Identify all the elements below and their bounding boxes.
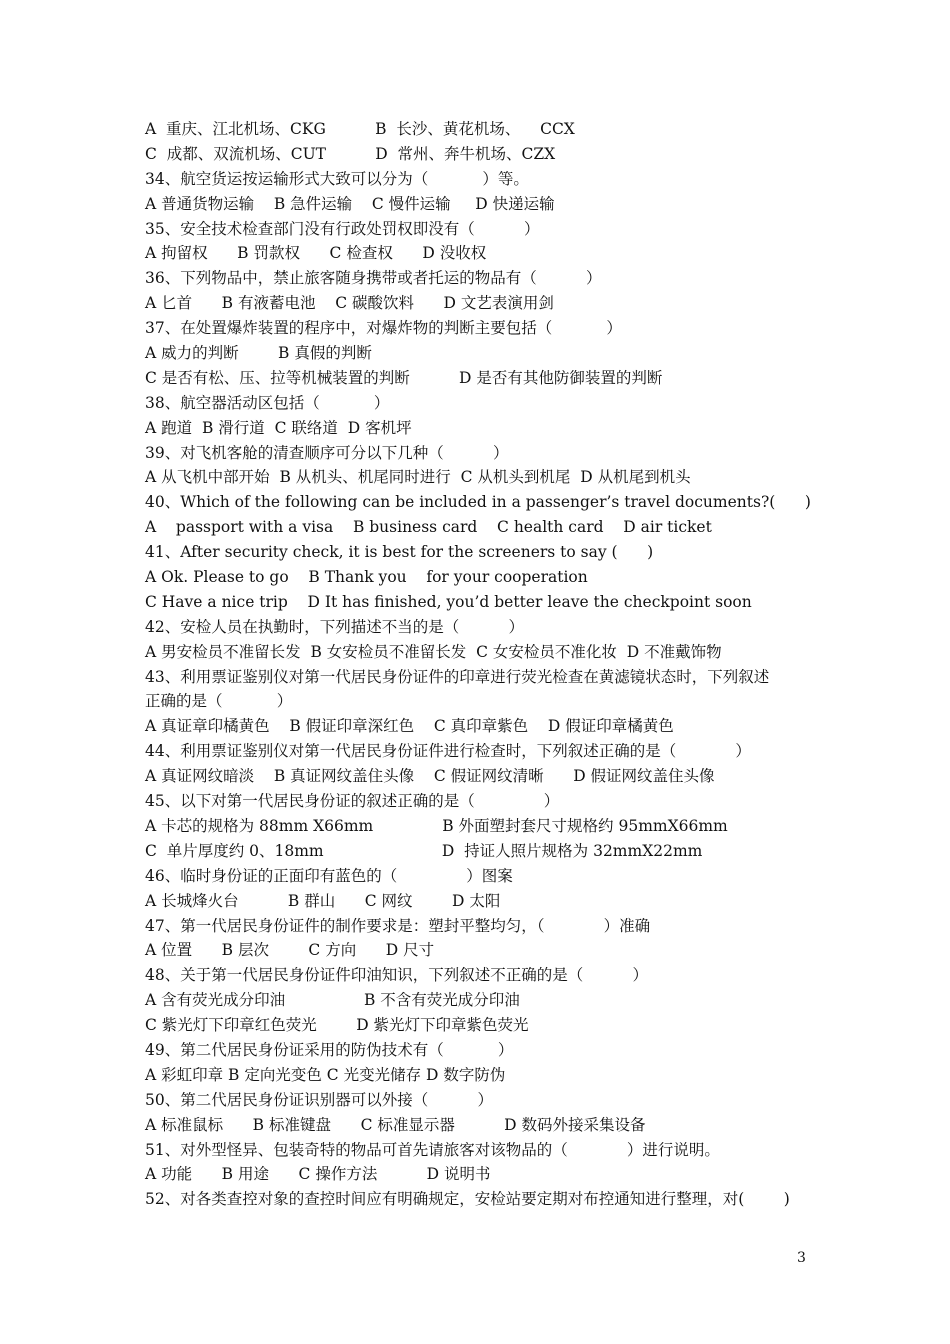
text-line: A 卡芯的规格为 88mm X66mm B 外面塑封套尺寸规格约 95mmX66mm	[145, 816, 728, 835]
text-line: A 威力的判断 B 真假的判断	[145, 344, 372, 363]
text-line: 44、利用票证鉴别仪对第一代居民身份证件进行检查时，下列叙述正确的是（ ）	[145, 742, 751, 761]
text-line: A 重庆、江北机场、CKG B 长沙、黄花机场、 CCX	[145, 120, 575, 138]
text-line: 46、临时身份证的正面印有蓝色的（ ）图案	[145, 866, 513, 885]
text-line: A 长城烽火台 B 群山 C 网纹 D 太阳	[145, 891, 501, 910]
text-line: 50、第二代居民身份证识别器可以外接（ ）	[145, 1090, 493, 1109]
text-line: C Have a nice trip D It has finished, you’d better leave the checkpoint soon	[145, 592, 752, 611]
text-line: 41、After security check, it is best for the screeners to say ( )	[145, 543, 654, 562]
text-line: 52、对各类查控对象的查控时间应有明确规定，安检站要定期对布控通知进行整理，对( )	[145, 1190, 790, 1209]
text-line: 42、安检人员在执勤时，下列描述不当的是（ ）	[145, 617, 524, 636]
text-line: A Ok. Please to go B Thank you for your cooperation	[145, 568, 588, 587]
text-line: A 位置 B 层次 C 方向 D 尺寸	[145, 941, 435, 960]
text-line: 51、对外型怪异、包装奇特的物品可首先请旅客对该物品的（ ）进行说明。	[145, 1140, 720, 1159]
text-line: 48、关于第一代居民身份证件印油知识，下列叙述不正确的是（ ）	[145, 966, 648, 985]
text-line: A 彩虹印章 B 定向光变色 C 光变光储存 D 数字防伪	[145, 1065, 506, 1084]
text-line: C 紫光灯下印章红色荧光 D 紫光灯下印章紫色荧光	[145, 1016, 529, 1035]
text-line: A 含有荧光成分印油 B 不含有荧光成分印油	[145, 991, 520, 1010]
text-line: A 标准鼠标 B 标准键盘 C 标准显示器 D 数码外接采集设备	[145, 1115, 646, 1134]
text-line: 39、对飞机客舱的清查顺序可分以下几种（ ）	[145, 443, 509, 462]
text-line: A passport with a visa B business card C health card D air ticket	[145, 518, 712, 537]
text-line: 36、下列物品中，禁止旅客随身携带或者托运的物品有（ ）	[145, 269, 602, 288]
text-line: 40、Which of the following can be included in a passenger’s travel documents?( )	[145, 493, 811, 512]
page-number: 3	[797, 1250, 806, 1266]
text-line: A 男安检员不准留长发 B 女安检员不准留长发 C 女安检员不准化妆 D 不准戴饰物	[145, 642, 722, 661]
text-line: A 真证网纹暗淡 B 真证网纹盖住头像 C 假证网纹清晰 D 假证网纹盖住头像	[145, 767, 715, 786]
text-line: A 功能 B 用途 C 操作方法 D 说明书	[145, 1165, 491, 1184]
text-line: A 匕首 B 有液蓄电池 C 碳酸饮料 D 文艺表演用剑	[145, 294, 554, 313]
text-line: 38、航空器活动区包括（ ）	[145, 393, 390, 412]
text-line: 35、安全技术检查部门没有行政处罚权即没有（ ）	[145, 219, 540, 238]
text-line: C 成都、双流机场、CUT D 常州、奔牛机场、CZX	[145, 144, 556, 163]
text-line: A 真证章印橘黄色 B 假证印章深红色 C 真印章紫色 D 假证印章橘黄色	[145, 717, 674, 736]
text-line: 49、第二代居民身份证采用的防伪技术有（ ）	[145, 1040, 514, 1059]
text-line: 47、第一代居民身份证件的制作要求是：塑封平整均匀，（ ）准确	[145, 916, 651, 935]
text-line: 34、航空货运按运输形式大致可以分为（ ）等。	[145, 169, 529, 188]
question-list	[145, 117, 825, 1212]
text-line: A 拘留权 B 罚款权 C 检查权 D 没收权	[145, 244, 487, 263]
text-line: C 是否有松、压、拉等机械装置的判断 D 是否有其他防御装置的判断	[145, 368, 663, 387]
text-line: 37、在处置爆炸装置的程序中，对爆炸物的判断主要包括（ ）	[145, 319, 622, 338]
text-line: A 从飞机中部开始 B 从机头、机尾同时进行 C 从机头到机尾 D 从机尾到机头	[145, 468, 691, 487]
text-line: 正确的是（ ）	[145, 692, 293, 711]
text-line: A 普通货物运输 B 急件运输 C 慢件运输 D 快递运输	[145, 194, 555, 213]
text-line: C 单片厚度约 0、18mm D 持证人照片规格为 32mmX22mm	[145, 841, 703, 860]
text-line: 45、以下对第一代居民身份证的叙述正确的是（ ）	[145, 792, 560, 811]
text-line: 43、利用票证鉴别仪对第一代居民身份证件的印章进行荧光检查在黄滤镜状态时，下列叙述	[145, 667, 770, 686]
text-line: A 跑道 B 滑行道 C 联络道 D 客机坪	[145, 418, 412, 437]
